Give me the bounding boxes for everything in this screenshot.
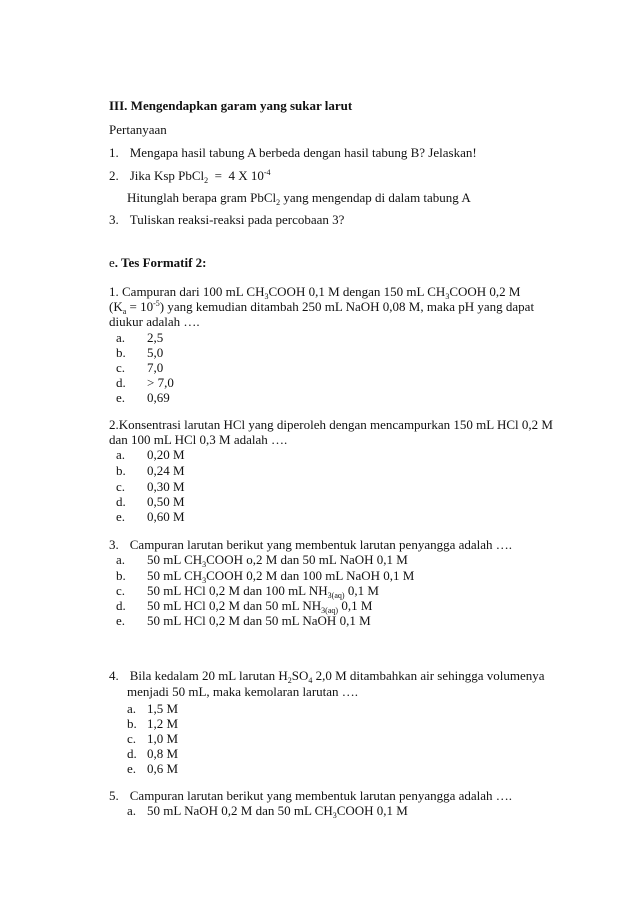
option: c. 7,0: [116, 360, 164, 375]
problem-1-line-3: diukur adalah ….: [109, 314, 200, 329]
problem-1-line-2: $(K_a = 10^{-5})$ yang kemudian ditambah 250 mL NaOH 0,08 M, maka pH yang dapat: [109, 299, 535, 316]
option: c. 1,0 M: [127, 731, 179, 746]
question-2: 2. Jika Ksp PbCl$_2$ = 4 X $10^{-4}$: [109, 168, 271, 185]
option: d. 0,50 M: [116, 494, 185, 509]
option: c. 50 mL HCl 0,2 M dan 100 mL $NH_{3(aq)}$ 0,1 M: [116, 583, 379, 600]
problem-1-line-1: 1. Campuran dari 100 mL $CH_3COOH$ 0,1 M dengan 150 mL $CH_3COOH$ 0,2 M: [109, 284, 521, 301]
option: a. 0,20 M: [116, 447, 185, 462]
option: a. 2,5: [116, 330, 164, 345]
option: b. 0,24 M: [116, 463, 185, 478]
question-1: 1. Mengapa hasil tabung A berbeda dengan hasil tabung B? Jelaskan!: [109, 145, 477, 160]
option: a. 50 mL $CH_3COOH$ o,2 M dan 50 mL NaOH 0,1 M: [116, 552, 408, 569]
option: b. 1,2 M: [127, 716, 179, 731]
option: d. > 7,0: [116, 375, 174, 390]
option: d. 50 mL HCl 0,2 M dan 50 mL $NH_{3(aq)}$ 0,1 M: [116, 598, 373, 615]
problem-3: 3. Campuran larutan berikut yang membentuk larutan penyangga adalah ….: [109, 537, 513, 552]
tes-formatif-heading: e. Tes Formatif 2:: [109, 255, 207, 270]
option: e. 50 mL HCl 0,2 M dan 50 mL NaOH 0,1 M: [116, 613, 371, 628]
option: d. 0,8 M: [127, 746, 179, 761]
problem-5: 5. Campuran larutan berikut yang membentuk larutan penyangga adalah ….: [109, 788, 513, 803]
option: c. 0,30 M: [116, 479, 185, 494]
option: e. 0,69: [116, 390, 170, 405]
option: e. 0,60 M: [116, 509, 185, 524]
section-heading: III. Mengendapkan garam yang sukar larut: [109, 98, 353, 113]
problem-4-line-1: 4. Bila kedalam 20 mL larutan $H_2SO_4$ 2,0 M ditambahkan air sehingga volumenya: [109, 668, 545, 685]
question-2-continued: Hitunglah berapa gram PbCl$_2$ yang mengendap di dalam tabung A: [127, 190, 471, 207]
option: a. 50 mL NaOH 0,2 M dan 50 mL $CH_3COOH$ 0,1 M: [127, 803, 408, 820]
option: b. 50 mL $CH_3COOH$ 0,2 M dan 100 mL NaOH 0,1 M: [116, 568, 415, 585]
option: b. 5,0: [116, 345, 164, 360]
problem-2-line-2: dan 100 mL HCl 0,3 M adalah ….: [109, 432, 288, 447]
problem-2-line-1: 2.Konsentrasi larutan HCl yang diperoleh dengan mencampurkan 150 mL HCl 0,2 M: [109, 417, 553, 432]
problem-4-line-2: menjadi 50 mL, maka kemolaran larutan ….: [127, 684, 359, 699]
question-3: 3. Tuliskan reaksi-reaksi pada percobaan 3?: [109, 212, 345, 227]
questions-label: Pertanyaan: [109, 122, 167, 137]
option: e. 0,6 M: [127, 761, 179, 776]
option: a. 1,5 M: [127, 701, 179, 716]
